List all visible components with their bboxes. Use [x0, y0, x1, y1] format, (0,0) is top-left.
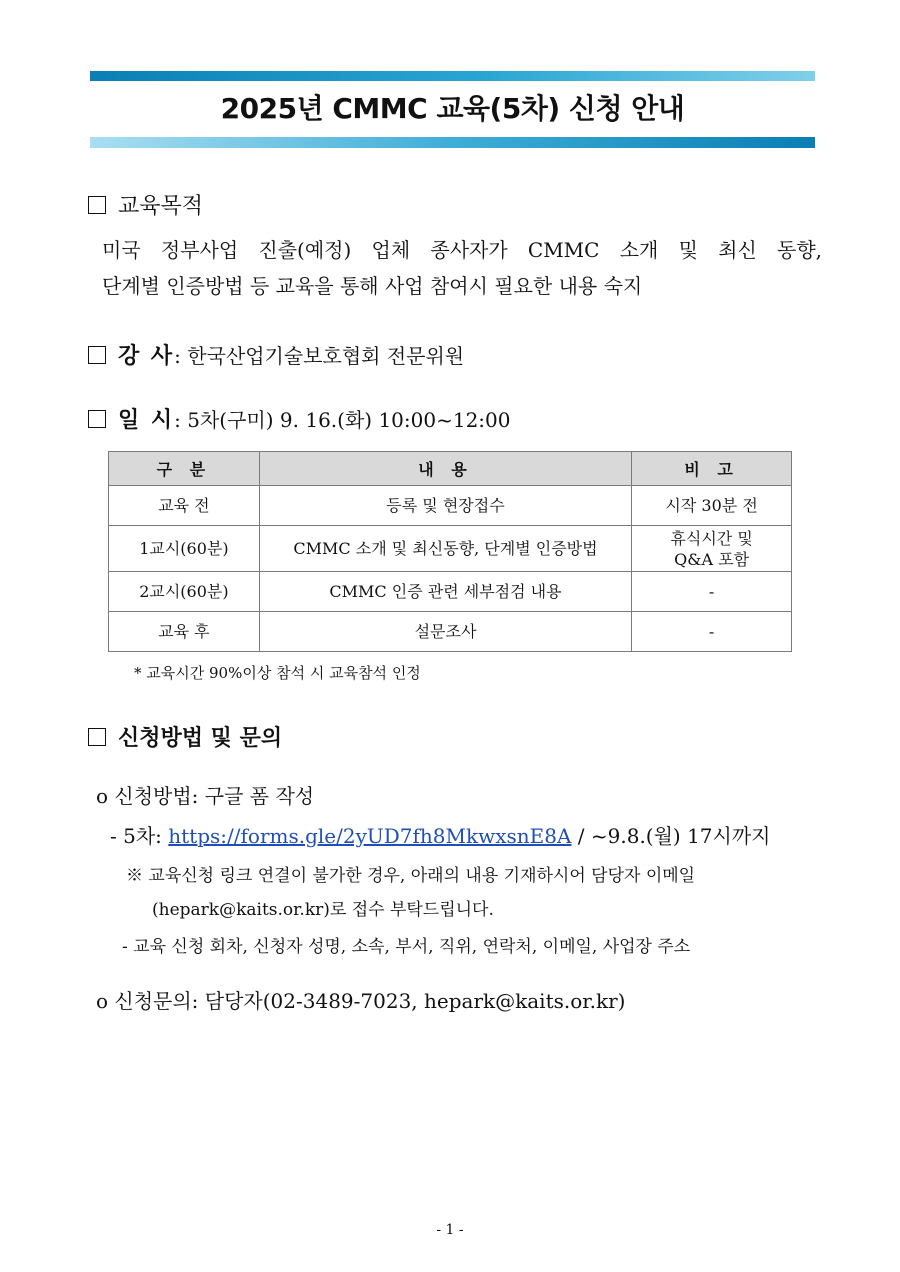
table-header-row — [109, 452, 792, 486]
apply-heading: 신청방법 및 문의 — [88, 724, 282, 754]
table-header-cell: 구 분 — [109, 452, 260, 486]
table-row — [109, 612, 792, 652]
page-number: - 1 - — [436, 1222, 464, 1238]
title-bottom-bar — [90, 137, 815, 148]
round-prefix: - 5차: — [110, 824, 169, 848]
checkbox-square-icon — [88, 346, 106, 364]
table-cell: 2교시(60분) — [109, 572, 260, 612]
attendance-note: * 교육시간 90%이상 참석 시 교육참석 인정 — [134, 664, 421, 682]
purpose-text — [102, 232, 822, 304]
table-cell: 교육 전 — [109, 486, 260, 526]
instructor-row — [88, 341, 464, 372]
table-row — [109, 526, 792, 572]
google-form-link[interactable]: https://forms.gle/2yUD7fh8MkwxsnE8A — [168, 824, 572, 848]
notice-line-1: ※ 교육신청 링크 연결이 불가한 경우, 아래의 내용 기재하시어 담당자 이메일 — [126, 866, 696, 886]
notice-line-2: (hepark@kaits.or.kr)로 접수 부탁드립니다. — [152, 900, 494, 920]
table-cell: 교육 후 — [109, 612, 260, 652]
purpose-line-1: 미국 정부사업 진출(예정) 업체 종사자가 CMMC 소개 및 최신 동향, — [102, 238, 822, 262]
table-cell: 등록 및 현장접수 — [259, 486, 631, 526]
checkbox-square-icon — [88, 196, 106, 214]
table-cell: - — [632, 572, 792, 612]
schedule-table — [108, 451, 792, 652]
table-header-cell: 내 용 — [259, 452, 631, 486]
table-cell: 휴식시간 및 Q&A 포함 — [632, 526, 792, 572]
table-row — [109, 572, 792, 612]
contact-info: o 신청문의: 담당자(02-3489-7023, hepark@kaits.or.kr) — [96, 989, 626, 1013]
required-fields: - 교육 신청 회차, 신청자 성명, 소속, 부서, 직위, 연락처, 이메일, 사업장 주소 — [122, 937, 691, 957]
schedule-value: : 5차(구미) 9. 16.(화) 10:00~12:00 — [174, 408, 511, 432]
purpose-heading: 교육목적 — [88, 192, 203, 222]
table-cell: CMMC 인증 관련 세부점검 내용 — [259, 572, 631, 612]
table-cell: 시작 30분 전 — [632, 486, 792, 526]
table-header-cell: 비 고 — [632, 452, 792, 486]
title-top-bar — [90, 71, 815, 81]
apply-method: o 신청방법: 구글 폼 작성 — [96, 784, 315, 808]
schedule-row — [88, 405, 510, 436]
round-deadline: / ~9.8.(월) 17시까지 — [571, 824, 771, 848]
table-cell: - — [632, 612, 792, 652]
apply-round-line — [110, 818, 771, 854]
instructor-label: 강 사 — [118, 344, 175, 369]
table-cell: 설문조사 — [259, 612, 631, 652]
page-title: 2025년 CMMC 교육(5차) 신청 안내 — [220, 92, 685, 125]
checkbox-square-icon — [88, 728, 106, 746]
checkbox-square-icon — [88, 410, 106, 428]
purpose-line-2: 단계별 인증방법 등 교육을 통해 사업 참여시 필요한 내용 숙지 — [102, 274, 643, 298]
instructor-value: : 한국산업기술보호협회 전문위원 — [174, 344, 465, 368]
table-cell: CMMC 소개 및 최신동향, 단계별 인증방법 — [259, 526, 631, 572]
table-row — [109, 486, 792, 526]
schedule-label: 일 시 — [118, 408, 175, 433]
table-cell: 1교시(60분) — [109, 526, 260, 572]
